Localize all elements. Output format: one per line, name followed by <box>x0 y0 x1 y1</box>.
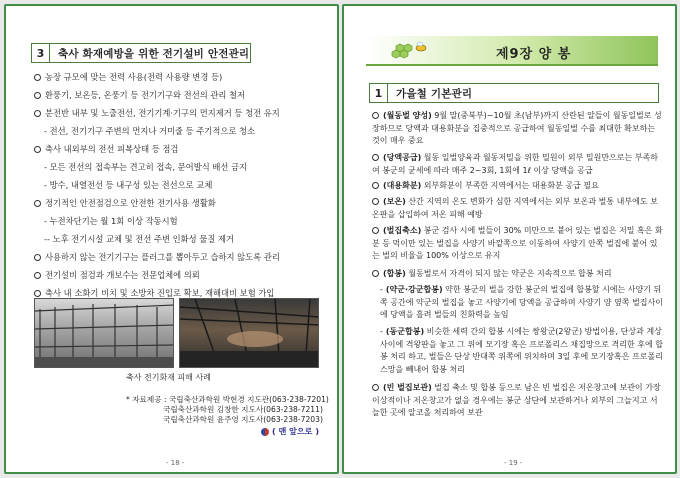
list-subitem: - 누전차단기는 월 1회 이상 작동시험 <box>44 216 178 226</box>
list-item: 사용하지 않는 전기기구는 플러그를 뽑아두고 습하지 않도록 관리 <box>34 252 280 262</box>
circle-bullet-icon <box>372 112 379 119</box>
list-item: 축사 내 소화기 비치 및 소방차 진입로 확보, 재해대비 보험 가입 <box>34 288 274 298</box>
circle-bullet-icon <box>34 92 41 99</box>
section-number: 1 <box>370 84 388 102</box>
section-header <box>369 83 659 103</box>
source-line: 국립축산과학원 김창한 지도사(063-238-7211) <box>163 405 323 414</box>
circle-bullet-icon <box>34 146 41 153</box>
sub-paragraph: - (동군합봉) 비슷한 세력 간의 합봉 시에는 쌍왕군(2왕군) 방법이용, 단상과 계상사이에 격왕판을 놓고 그 위에 모기장 혹은 프로폴리스 채집망으로 격리한 후에 합봉 처리 하고, 벌들은 단상 반대쪽 위쪽에 위치하며 3일 후에 모기장혹은 프로폴리스망을 빼내어 합봉 처리 <box>380 327 663 374</box>
section-title: 가을철 기본관리 <box>396 87 473 100</box>
photo-row <box>34 298 319 368</box>
list-item: 정기적인 안전점검으로 안전한 전기사용 생활화 <box>34 198 216 208</box>
circle-bullet-icon <box>372 154 379 161</box>
section-number: 3 <box>32 44 50 62</box>
paragraph: (당액공급) 월동 일벌양육과 월동저밀을 위한 밀원이 외부 밀원만으로는 부족하여 봉군의 균세에 따라 매주 2~3회, 1회에 1ℓ 이상 당액을 공급 <box>372 153 658 175</box>
paragraph: (보온) 산간 지역의 온도 변화가 심한 지역에서는 외부 보온과 벌통 내부에도 보온판을 삽입하여 저온 피해 예방 <box>372 197 658 219</box>
photo-caption: 축사 전기화재 피해 사례 <box>126 373 211 382</box>
paragraph: (빈 벌집보관) 벌집 축소 및 합봉 등으로 남은 빈 벌집은 저온창고에 보관이 가장 이상적이나 저온창고가 없을 경우에는 봉군 상단에 보관하거나 외부의 그늘지고 서늘한 곳에 알코올 처리하여 보관 <box>372 383 661 418</box>
honeycomb-bee-icon <box>390 38 430 64</box>
back-to-top-link[interactable]: ( 맨 앞으로 ) <box>261 426 319 437</box>
paragraph: (대용화분) 외부화분이 부족한 지역에서는 대용화분 공급 필요 <box>372 180 664 193</box>
right-page <box>342 4 677 474</box>
circle-bullet-icon <box>34 290 41 297</box>
barn-fire-photo-2 <box>179 298 319 368</box>
section-header <box>31 43 251 63</box>
page-number: - 18 - <box>166 459 185 467</box>
list-item: 축사 내외부의 전선 피복상태 등 점검 <box>34 144 178 154</box>
paragraph: (합봉) 월동벌로서 자격이 되지 않는 약군은 지속적으로 합봉 처리 <box>372 268 664 281</box>
chapter-title: 제9장 양 봉 <box>496 47 572 62</box>
page-number: - 19 - <box>504 459 523 467</box>
circle-bullet-icon <box>372 198 379 205</box>
circle-bullet-icon <box>372 384 379 391</box>
list-item: 농장 규모에 맞는 전력 사용(전력 사용량 변경 등) <box>34 72 222 82</box>
list-item: 분전반 내부 및 노출전선, 전기기계·기구의 먼지제거 등 청전 유지 <box>34 108 280 118</box>
paragraph: (월동벌 양성) 9월 말(중북부)~10월 초(남부)까지 산란된 알들이 월동일벌로 성장하므로 당액과 대용화분을 집중적으로 공급하여 월동일벌 수를 최대한 확보하는 것이 매우 중요 <box>372 111 662 146</box>
list-subitem: - 전선, 전기기구 주변의 먼지나 거미줄 등 주기적으로 청소 <box>44 126 256 136</box>
list-item: 전기설비 점검과 개보수는 전문업체에 의뢰 <box>34 270 200 280</box>
section-title: 축사 화재예방을 위한 전기설비 안전관리 <box>58 47 250 60</box>
list-subitem: -- 노후 전기시설 교체 및 전선 주변 인화성 물질 제거 <box>44 234 235 244</box>
chapter-banner <box>366 36 658 66</box>
government-emblem-icon <box>261 428 269 436</box>
data-sources <box>126 395 329 425</box>
circle-bullet-icon <box>372 270 379 277</box>
source-line: 국립축산과학원 박현경 지도관(063-238-7201) <box>168 395 329 404</box>
circle-bullet-icon <box>34 272 41 279</box>
sub-paragraph: - (약군·강군합봉) 약한 봉군의 벌을 강한 봉군의 벌집에 합봉할 시에는 사양기 뒤쪽 공간에 약군의 벌집을 놓고 사양기에 당액을 공급하며 사양기 양 옆쪽 벌집사이에 당액을 흘려 벌들의 친화력을 높임 <box>380 285 663 320</box>
list-item: 환풍기, 보온등, 온풍기 등 전기기구와 전선의 관리 철저 <box>34 90 245 100</box>
source-line: 국립축산과학원 윤주영 지도사(063-238-7203) <box>163 415 323 424</box>
barn-fire-photo-1 <box>34 298 174 368</box>
left-page <box>4 4 339 474</box>
circle-bullet-icon <box>372 182 379 189</box>
circle-bullet-icon <box>34 74 41 81</box>
circle-bullet-icon <box>34 110 41 117</box>
paragraph: (벌집축소) 봉군 검사 시에 벌들이 30% 미만으로 붙어 있는 벌집은 저밀 혹은 화분 등 먹이만 있는 벌집을 사양기 바깥쪽으로 이동하여 사양기 안쪽 벌집에 붙어 있는 벌의 비율을 100% 이상으로 유지 <box>372 226 663 261</box>
circle-bullet-icon <box>372 227 379 234</box>
sources-label: * 자료제공 : <box>126 395 167 404</box>
list-subitem: - 방수, 내열전선 등 내구성 있는 전선으로 교체 <box>44 180 213 190</box>
circle-bullet-icon <box>34 200 41 207</box>
circle-bullet-icon <box>34 254 41 261</box>
list-subitem: - 모든 전선의 접속부는 견고히 접속, 문어발식 배선 금지 <box>44 162 248 172</box>
